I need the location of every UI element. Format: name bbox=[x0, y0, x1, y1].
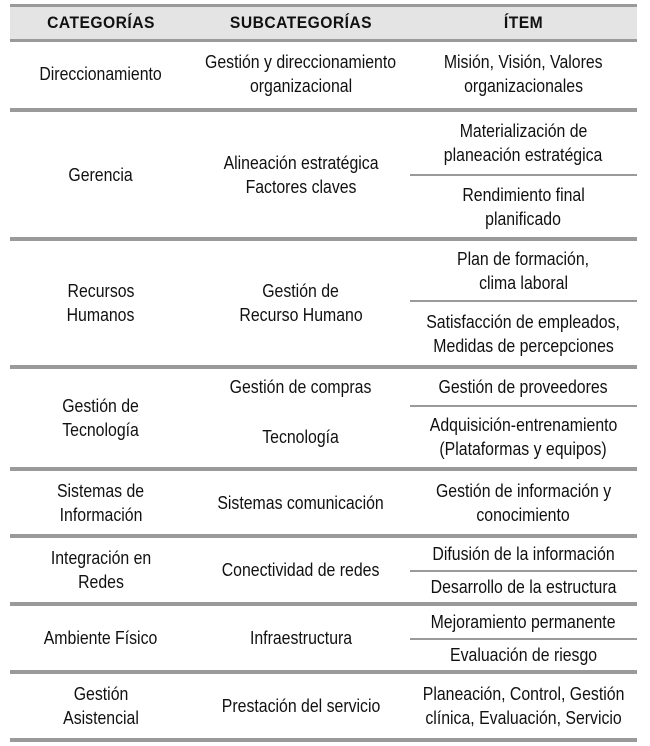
row-item bbox=[410, 538, 637, 570]
subcategory-text: Alineación estratégica bbox=[223, 152, 379, 173]
item-text: Rendimiento final bbox=[462, 184, 585, 205]
row-category bbox=[10, 42, 192, 106]
row-item bbox=[410, 176, 637, 237]
category-text: Tecnología bbox=[62, 420, 140, 440]
item-text: Adquisición-entrenamiento bbox=[429, 415, 618, 435]
category-text: Direccionamiento bbox=[39, 64, 163, 84]
row-category bbox=[10, 241, 192, 365]
row-item bbox=[410, 42, 637, 106]
subcategory-text: Factores claves bbox=[245, 176, 357, 197]
subcategory-text: Gestión de bbox=[262, 281, 340, 301]
row-divider bbox=[10, 738, 637, 742]
row-item bbox=[410, 241, 637, 300]
category-text: Sistemas de bbox=[57, 480, 145, 501]
subcategory-text: Gestión y direccionamiento bbox=[205, 52, 397, 72]
item-text: planeación estratégica bbox=[444, 145, 603, 165]
item-text: Materialización de bbox=[459, 121, 588, 141]
category-text: Gestión de bbox=[62, 396, 140, 416]
row-item bbox=[410, 112, 637, 174]
item-text: conocimiento bbox=[476, 504, 571, 525]
row-category bbox=[10, 674, 192, 738]
category-text: Ambiente Físico bbox=[44, 628, 158, 648]
item-text: Plan de formación, bbox=[457, 248, 590, 269]
item-text: clínica, Evaluación, Servicio bbox=[425, 708, 622, 728]
item-text: Desarrollo de la estructura bbox=[430, 577, 617, 597]
row-item bbox=[410, 407, 637, 467]
category-text: Redes bbox=[78, 572, 124, 592]
category-text: Integración en bbox=[50, 548, 152, 568]
header-categorias: CATEGORÍAS bbox=[47, 13, 155, 32]
row-subcategory bbox=[192, 674, 410, 738]
row-category bbox=[10, 471, 192, 534]
category-text: Recursos bbox=[67, 281, 135, 301]
subcategory-text: Tecnología bbox=[262, 427, 340, 447]
row-category bbox=[10, 538, 192, 602]
item-text: Mejoramiento permanente bbox=[431, 612, 616, 632]
category-text: Humanos bbox=[67, 305, 135, 325]
item-text: Misión, Visión, Valores bbox=[444, 52, 603, 72]
subcategory-text: organizacional bbox=[249, 76, 353, 96]
row-item bbox=[410, 572, 637, 602]
category-text: Asistencial bbox=[63, 708, 139, 728]
table-header bbox=[10, 4, 637, 42]
subcategory-text: Recurso Humano bbox=[239, 305, 363, 325]
subcategory-text: Conectividad de redes bbox=[222, 560, 380, 580]
row-subcategory bbox=[192, 42, 410, 106]
row-category bbox=[10, 606, 192, 670]
item-text: clima laboral bbox=[479, 272, 568, 293]
subcategory-text: Prestación del servicio bbox=[221, 696, 381, 716]
item-text: Medidas de percepciones bbox=[433, 335, 614, 356]
item-text: Evaluación de riesgo bbox=[449, 645, 598, 665]
row-subcategory bbox=[192, 112, 410, 237]
item-text: planificado bbox=[485, 208, 562, 229]
subcategory-text: Sistemas comunicación bbox=[217, 492, 385, 513]
row-item bbox=[410, 674, 637, 738]
header-subcategorias: SUBCATEGORÍAS bbox=[229, 13, 373, 32]
row-subcategory bbox=[192, 471, 410, 534]
row-item bbox=[410, 471, 637, 534]
category-text: Información bbox=[59, 504, 143, 525]
item-text: Gestión de información y bbox=[435, 480, 612, 501]
row-subcategory bbox=[192, 241, 410, 365]
row-item bbox=[410, 606, 637, 638]
item-text: (Plataformas y equipos) bbox=[439, 439, 608, 459]
subcategory-text: Gestión de compras bbox=[230, 377, 372, 397]
item-text: Gestión de proveedores bbox=[438, 377, 609, 397]
row-item bbox=[410, 302, 637, 365]
row-subcategory bbox=[192, 538, 410, 602]
row-subcategory bbox=[192, 407, 410, 467]
row-subcategory bbox=[192, 369, 410, 405]
category-text: Gestión bbox=[73, 684, 129, 704]
row-category bbox=[10, 112, 192, 237]
item-text: organizacionales bbox=[464, 76, 583, 96]
subcategory-text: Infraestructura bbox=[249, 628, 353, 648]
row-item bbox=[410, 640, 637, 670]
row-category bbox=[10, 369, 192, 467]
item-text: Difusión de la información bbox=[432, 544, 615, 564]
row-subcategory bbox=[192, 606, 410, 670]
row-item bbox=[410, 369, 637, 405]
category-text: Gerencia bbox=[68, 164, 134, 185]
item-text: Planeación, Control, Gestión bbox=[422, 684, 625, 704]
header-item: ÍTEM bbox=[503, 13, 544, 32]
item-text: Satisfacción de empleados, bbox=[426, 311, 621, 332]
